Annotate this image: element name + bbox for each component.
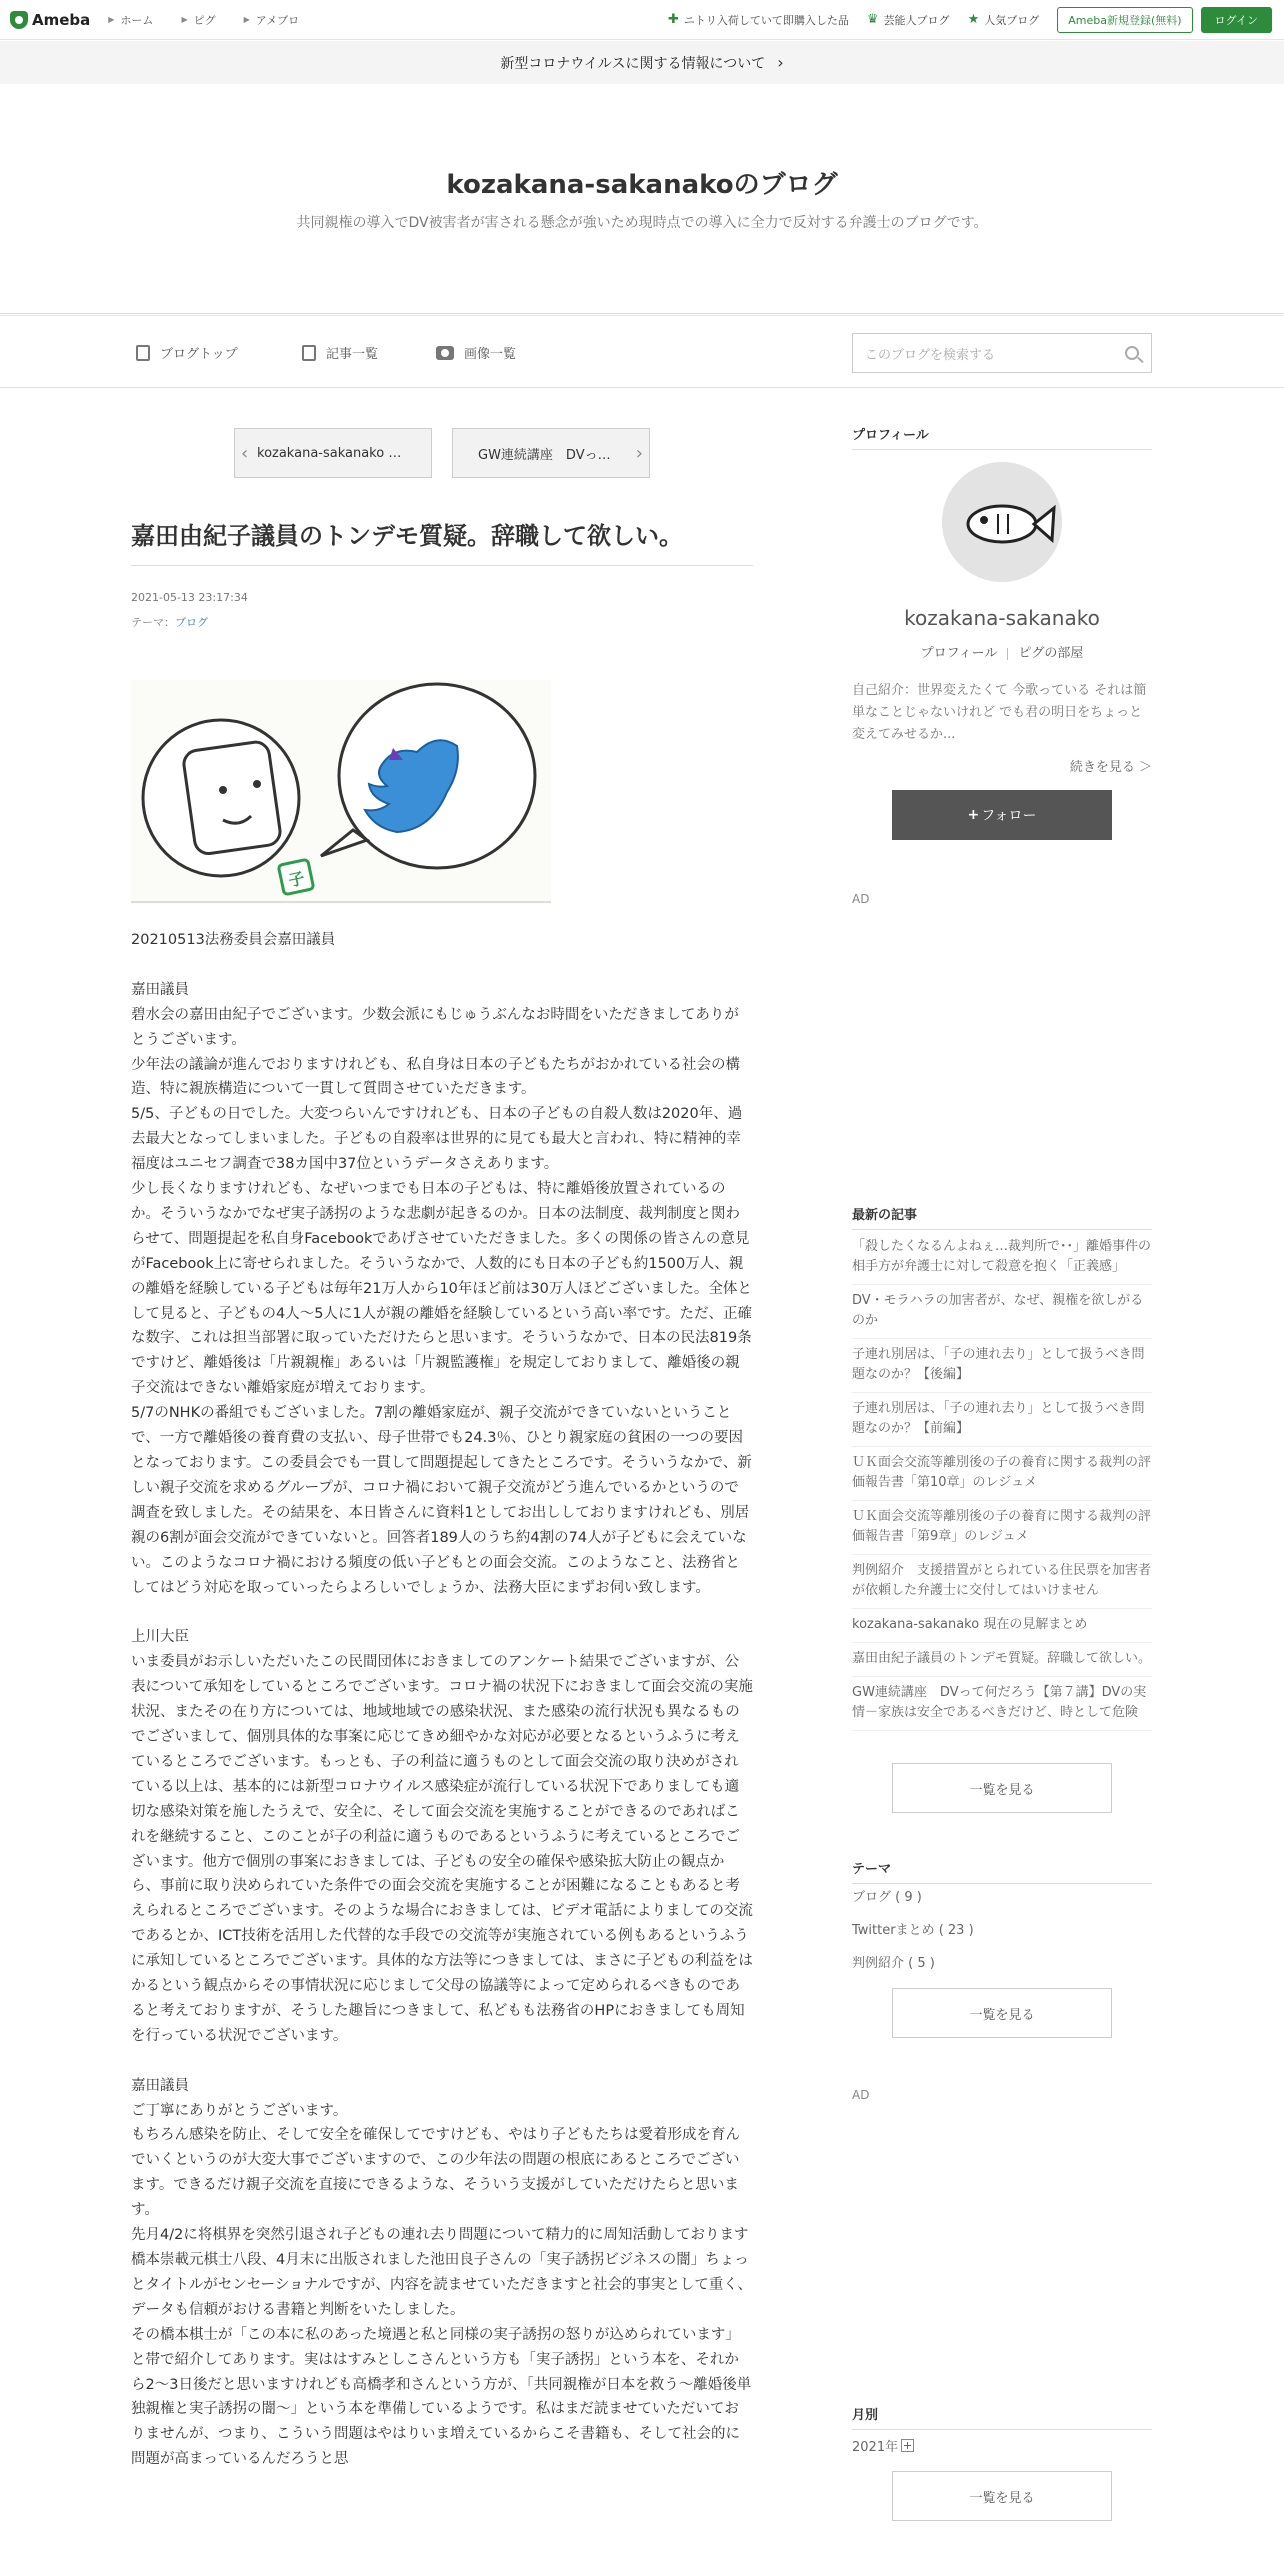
celebrity-blog-link[interactable] [867, 12, 950, 28]
corona-info-banner[interactable] [0, 41, 1284, 84]
article-paragraph: 嘉田議員 [131, 981, 189, 998]
article-paragraph: 少し長くなりますけれども、なぜいつまでも日本の子どもは、特に離婚後放置されているのか。そういうなかでなぜ実子誘拐のような悲劇が起きるのか。日本の法制度、裁判制度と関わらせて、問題提起を私自身Facebookであげさせていただきました。多くの関係の皆さんの意見がFacebook上に寄せられました。そういうなかで、人数的にも日本の子ども約1500万人、親の離婚を経験している子どもは毎年21万人から10年ほど前は30万人ほどございました。全体として見ると、子どもの4人～5人に1人が親の離婚を経験しているという高い率です。ただ、正確な数字、これは担当部署に取っていただけたらと思います。そういうなかで、日本の民法819条ですけど、離婚後は「片親親権」あるいは「片親監護権」を規定しておりまして、離婚後の親子交流はできない離婚家庭が増えております。 [131, 1181, 753, 1397]
follow-label: フォロー [981, 808, 1037, 824]
latest-article-link[interactable]: DV・モラハラの加害者が、なぜ、親権を欲しがるのか [852, 1285, 1152, 1339]
blog-title[interactable]: kozakana-sakanakoのブログ [446, 170, 838, 200]
top-bar [0, 0, 1284, 40]
popular-blog-link[interactable] [968, 12, 1040, 28]
article-paragraph: 嘉田議員 [131, 2077, 189, 2094]
latest-articles [852, 1231, 1152, 1731]
paragraph-gap [131, 953, 753, 978]
article-paragraph: ご丁寧にありがとうございます。 [131, 2102, 348, 2119]
article-paragraph: いま委員がお示しいただいたこの民間団体におきましてのアンケート結果でございますが、公表について承知をしているところでございます。コロナ禍の状況下におきまして面会交流の実施状況、またその在り方については、地域地域での感染状況、また感染の流行状況も異なるものでございまして、個別具体的な事案に応じてきめ細やかな対応が必要となるというふうに考えているところでございます。もっとも、子の利益に適うものとして面会交流の取り決めがされている以上は、基本的には新型コロナウイルス感染症が流行している状況下でありましても適切な感染対策を施したうえで、安全に、そして面会交流を実施することができるのであればこれを継続すること、このことが子の利益に適うものであるというふうに考えているところでございます。他方で個別の事案におきましては、子どもの安全の確保や感染拡大防止の観点から、事前に取り決められていた条件での面会交流を実施することが困難になることもあると考えられるところでございます。そのような場合におきましては、ビデオ電話によりましての交流であるとか、ICT技術を活用した代替的な手段での交流等が実施されている例もあるというふうに承知しているところでございます。具体的な方法等につきましては、まさに子どもの利益をはかるという観点からその事情状況に応じまして父母の協議等によって定められるべきものであると考えておりますが、そうした趣旨につきまして、私どもも法務省のHPにおきましても周知を行っている状況でございます。 [131, 1654, 753, 2044]
profile-avatar[interactable] [942, 462, 1062, 582]
profile-link[interactable]: プロフィール [920, 646, 998, 661]
latest-article-link[interactable]: 子連れ別居は、「子の連れ去り」として扱うべき問題なのか？【後編】 [852, 1339, 1152, 1393]
latest-article-link[interactable]: 子連れ別居は、「子の連れ去り」として扱うべき問題なのか？【前編】 [852, 1393, 1152, 1447]
theme-item[interactable]: ブログ ( 9 ) [852, 1890, 922, 1905]
document-icon [136, 345, 150, 361]
nav-home[interactable] [108, 12, 153, 28]
latest-article-link[interactable]: kozakana-sakanako 現在の見解まとめ [852, 1609, 1152, 1643]
search-icon[interactable] [1125, 346, 1139, 360]
crown-icon: ♛ [866, 12, 879, 27]
theme-list [852, 1888, 1152, 1987]
month-label: 2021年 [852, 2440, 899, 2455]
article-theme [131, 614, 208, 630]
nav-article-list[interactable] [302, 343, 378, 362]
month-item[interactable] [852, 2436, 914, 2455]
article-paragraph: もちろん感染を防止、そして安全を確保してですけども、やはり子どもたちは愛着形成を育んでいくというのが大変大事でございますので、この少年法の問題の根底にあるところでございます。できるだけ親子交流を直接にできるような、そういう支援がしていただけたらと思います。 [131, 2127, 740, 2219]
chevron-left-icon: ‹ [241, 443, 249, 464]
article-illustration [131, 680, 551, 904]
profile-intro: 自己紹介：世界変えたくて 今歌っている それは簡単なことじゃないけれど でも君の明日をちょっと変えてみせるか... [852, 683, 1147, 742]
article-title: 嘉田由紀子議員のトンデモ質疑。辞職して欲しい。 [131, 516, 753, 566]
latest-article-link[interactable]: 「殺したくなるんよねぇ…裁判所で･･」離婚事件の相手方が弁護士に対して殺意を抱く「正義感」 [852, 1231, 1152, 1285]
next-article-button[interactable] [452, 428, 650, 478]
ameba-logo[interactable] [10, 11, 90, 29]
blog-description: 共同親権の導入でDV被害者が害される懸念が強いため現時点での導入に全力で反対する弁護士のブログです。 [296, 215, 988, 231]
latest-article-link[interactable]: 判例紹介 支援措置がとられている住民票を加害者が依頼した弁護士に交付してはいけません [852, 1555, 1152, 1609]
register-button[interactable]: Ameba新規登録(無料) [1057, 7, 1192, 33]
monthly-heading: 月別 [852, 2404, 1152, 2430]
svg-text:子: 子 [286, 868, 307, 891]
celebrity-blog-label: 芸能人ブログ [883, 13, 950, 27]
next-article-label: GW連続講座 DVっ… [478, 447, 611, 463]
article-date: 2021-05-13 23:17:34 [131, 591, 248, 604]
popular-blog-label: 人気ブログ [984, 13, 1040, 27]
theme-see-all-button[interactable]: 一覧を見る [892, 1988, 1112, 2038]
ad-label: AD [852, 892, 870, 906]
corona-info-text: 新型コロナウイルスに関する情報について [500, 55, 766, 72]
profile-heading: プロフィール [852, 424, 1152, 450]
nav-article-list-label: 記事一覧 [326, 347, 379, 362]
plus-icon: + [967, 807, 980, 823]
article-paragraph: 5/7のNHKの番組でもございました。7割の離婚家庭が、親子交流ができていないということで、一方で離婚後の養育費の支払い、母子世帯でも24.3％、ひとり親家庭の貧困の一つの要因となっております。この委員会でも一貫して問題提起してきたところです。そういうなかで、新しい親子交流を求めるグループが、コロナ禍において親子交流がどう進んでいるかというので調査を致しました。その結果を、本日皆さんに資料1としてお出ししておりますけれども、別居親の6割が面会交流ができていないと。回答者189人のうち約4割の74人が子どもに会えていない。このようなコロナ禍における頻度の低い子どもとの面会交流。このようなこと、法務省としてはどう対応を取っていったらよろしいでしょうか、法務大臣にまずお伺い致します。 [131, 1405, 752, 1596]
prev-article-label: kozakana-sakanako … [257, 445, 402, 461]
nav-blog-top-label: ブログトップ [160, 347, 238, 362]
article-paragraph: 上川大臣 [131, 1629, 189, 1646]
login-button[interactable]: ログイン [1201, 7, 1272, 33]
month-see-all-button[interactable]: 一覧を見る [892, 2471, 1112, 2521]
ameba-logo-icon [10, 11, 28, 29]
blog-header [0, 84, 1284, 314]
article-paragraph: 20210513法務委員会嘉田議員 [131, 932, 336, 948]
ad-label: AD [852, 2088, 870, 2102]
theme-item[interactable]: Twitterまとめ ( 23 ) [852, 1923, 974, 1938]
plus-icon: ✚ [668, 12, 679, 27]
prev-article-button[interactable] [234, 428, 432, 478]
theme-link[interactable]: ブログ [175, 616, 208, 629]
triangle-right-icon: ▶ [108, 15, 115, 24]
separator [1007, 648, 1008, 660]
profile-links [852, 642, 1152, 661]
chevron-right-icon: › [635, 443, 643, 464]
logo-text: Ameba [32, 10, 91, 29]
latest-heading: 最新の記事 [852, 1204, 1152, 1230]
chevron-right-icon: › [777, 53, 784, 72]
nav-image-list[interactable] [436, 343, 516, 362]
nav-blog-top[interactable] [136, 343, 238, 362]
latest-article-link[interactable]: 嘉田由紀子議員のトンデモ質疑。辞職して欲しい。 [852, 1643, 1152, 1677]
star-icon: ★ [967, 12, 980, 27]
blog-search-input[interactable] [852, 333, 1152, 373]
article-paragraph: 先月4/2に将棋界を突然引退され子どもの連れ去り問題について精力的に周知活動しております橋本崇載元棋士八段、4月末に出版されました池田良子さんの「実子誘拐ビジネスの闇」ちょっとタイトルがセンセーショナルですが、内容を読ませていただきますと社会的事実として重く、データも信頼がおける書籍と判断をいたしました。 [131, 2227, 753, 2318]
trending-link[interactable] [668, 12, 849, 28]
nav-pigg[interactable] [181, 12, 215, 28]
blog-nav [0, 315, 1284, 388]
paragraph-gap [131, 1600, 753, 1625]
follow-button[interactable] [892, 790, 1112, 840]
nav-ameblo[interactable] [244, 12, 300, 28]
article-paragraph: 碧水会の嘉田由紀子でございます。少数会派にもじゅうぶんなお時間をいただきましてありがとうございます。 [131, 1006, 739, 1048]
pig-room-link[interactable]: ピグの部屋 [1018, 646, 1084, 661]
theme-heading: テーマ [852, 1858, 1152, 1884]
nav-ameblo-label: アメブロ [255, 13, 300, 27]
nav-home-label: ホーム [120, 13, 154, 27]
latest-article-link[interactable]: ＵＫ面会交流等離別後の子の養育に関する裁判の評価報告書「第9章」のレジュメ [852, 1501, 1152, 1555]
read-more-link[interactable]: 続きを見る ＞ [1069, 760, 1152, 775]
latest-article-link[interactable]: GW連続講座 DVって何だろう【第７講】DVの実情－家族は安全であるべきだけど、時として危険 [852, 1677, 1152, 1731]
article-paragraph: 5/5、子どもの日でした。大変つらいんですけれども、日本の子どもの自殺人数は2020年、過去最大となってしまいました。子どもの自殺率は世界的に見ても最大と言われ、特に精神的幸福度はユニセフ調査で38カ国中37位というデータさえあります。 [131, 1106, 743, 1173]
article-paragraph: その橋本棋士が「この本に私のあった境遇と私と同様の実子誘拐の怒りが込められています」と帯で紹介してあります。実ははすみとしこさんという方も「実子誘拐」という本を、それから2～3日後だと思いますけれども高橋孝和さんという方が、「共同親権が日本を救う～離婚後単独親権と実子誘拐の闇～」という本を準備しているようです。私はまだ読ませていただいておりませんが、つまり、こういう問題はやはりいま増えているからこそ書籍も、そして社会的に問題が高まっているんだろうと思 [131, 2326, 752, 2468]
trending-link-label: ニトリ入荷していて即購入した品 [683, 13, 849, 27]
article-paragraph: 少年法の議論が進んでおりますけれども、私自身は日本の子どもたちがおかれている社会の構造、特に親族構造について一貫して質問させていただきます。 [131, 1056, 740, 1098]
paragraph-gap [131, 2049, 753, 2074]
theme-item[interactable]: 判例紹介 ( 5 ) [852, 1956, 935, 1971]
profile-name[interactable]: kozakana-sakanako [904, 606, 1100, 630]
camera-icon [436, 346, 454, 360]
expand-icon[interactable] [901, 2439, 914, 2452]
search-placeholder: このブログを検索する [865, 347, 996, 363]
nav-pigg-label: ピグ [193, 13, 216, 27]
latest-see-all-button[interactable]: 一覧を見る [892, 1763, 1112, 1813]
article-body [131, 928, 753, 2472]
theme-label: テーマ： [131, 616, 175, 629]
triangle-right-icon: ▶ [243, 15, 250, 24]
latest-article-link[interactable]: ＵＫ面会交流等離別後の子の養育に関する裁判の評価報告書「第10章」のレジュメ [852, 1447, 1152, 1501]
copy-icon [302, 345, 316, 361]
nav-image-list-label: 画像一覧 [464, 347, 517, 362]
triangle-right-icon: ▶ [181, 15, 188, 24]
